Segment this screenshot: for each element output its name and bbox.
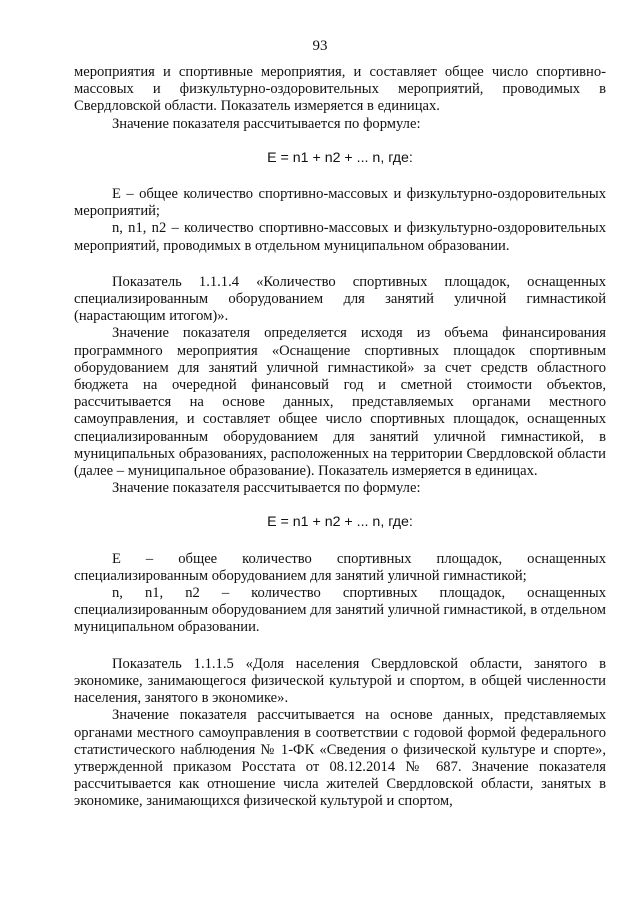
definition-n: n, n1, n2 – количество спортивно-массовых и физкультурно-оздоровительных мероприятий, проводимых в отдельном муниципальном образовании.	[74, 220, 606, 254]
formula-intro: Значение показателя рассчитывается по формуле:	[112, 115, 421, 132]
formula: E = n1 + n2 + ... n, где:	[267, 514, 413, 531]
indicator-heading: Показатель 1.1.1.4 «Количество спортивных площадок, оснащенных специализированным оборудованием для занятий уличной гимнастикой (нарастающим итогом)».	[74, 273, 606, 325]
document-body	[74, 64, 606, 811]
indicator-description: Значение показателя рассчитывается на основе данных, представляемых органами местного самоуправления в соответствии с годовой формой федерального статистического наблюдения № 1-ФК «Сведения о физической культуре и спорте», утвержденной приказом Росстата от 08.12.2014 № 687. Значение показателя рассчитывается как отношение числа жителей Свердловской области, занятых в экономике, занимающихся физической культурой и спортом,	[74, 707, 606, 810]
indicator-description: Значение показателя определяется исходя из объема финансирования программного мероприятия «Оснащение спортивных площадок спортивным оборудованием для занятий уличной гимнастикой» за счет средств областного бюджета на очередной финансовый год и сметной стоимости объектов, рассчитывается на основе данных, представляемых органами местного самоуправления, и составляет общее число спортивных площадок, оснащенных специализированным оборудованием для занятий уличной гимнастикой, в муниципальных образованиях, расположенных на территории Свердловской области (далее – муниципальное образование). Показатель измеряется в единицах.	[74, 325, 606, 480]
formula: E = n1 + n2 + ... n, где:	[267, 149, 413, 166]
indicator-heading: Показатель 1.1.1.5 «Доля населения Свердловской области, занятого в экономике, занимающегося физической культурой и спортом, в общей численности населения, занятого в экономике».	[74, 655, 606, 707]
page-number: 93	[312, 38, 328, 54]
paragraph-continuation: мероприятия и спортивные мероприятия, и составляет общее число спортивно-массовых и физкультурно-оздоровительных мероприятий, проводимых в Свердловской области. Показатель измеряется в единицах.	[74, 64, 606, 115]
definition-n: n, n1, n2 – количество спортивных площадок, оснащенных специализированным оборудованием для занятий уличной гимнастикой, в отдельном муниципальном образовании.	[74, 585, 606, 636]
definition-e: E – общее количество спортивных площадок, оснащенных специализированным оборудованием для занятий уличной гимнастикой;	[74, 550, 606, 584]
formula-intro: Значение показателя рассчитывается по формуле:	[112, 480, 421, 497]
definition-e: E – общее количество спортивно-массовых и физкультурно-оздоровительных мероприятий;	[74, 186, 606, 220]
